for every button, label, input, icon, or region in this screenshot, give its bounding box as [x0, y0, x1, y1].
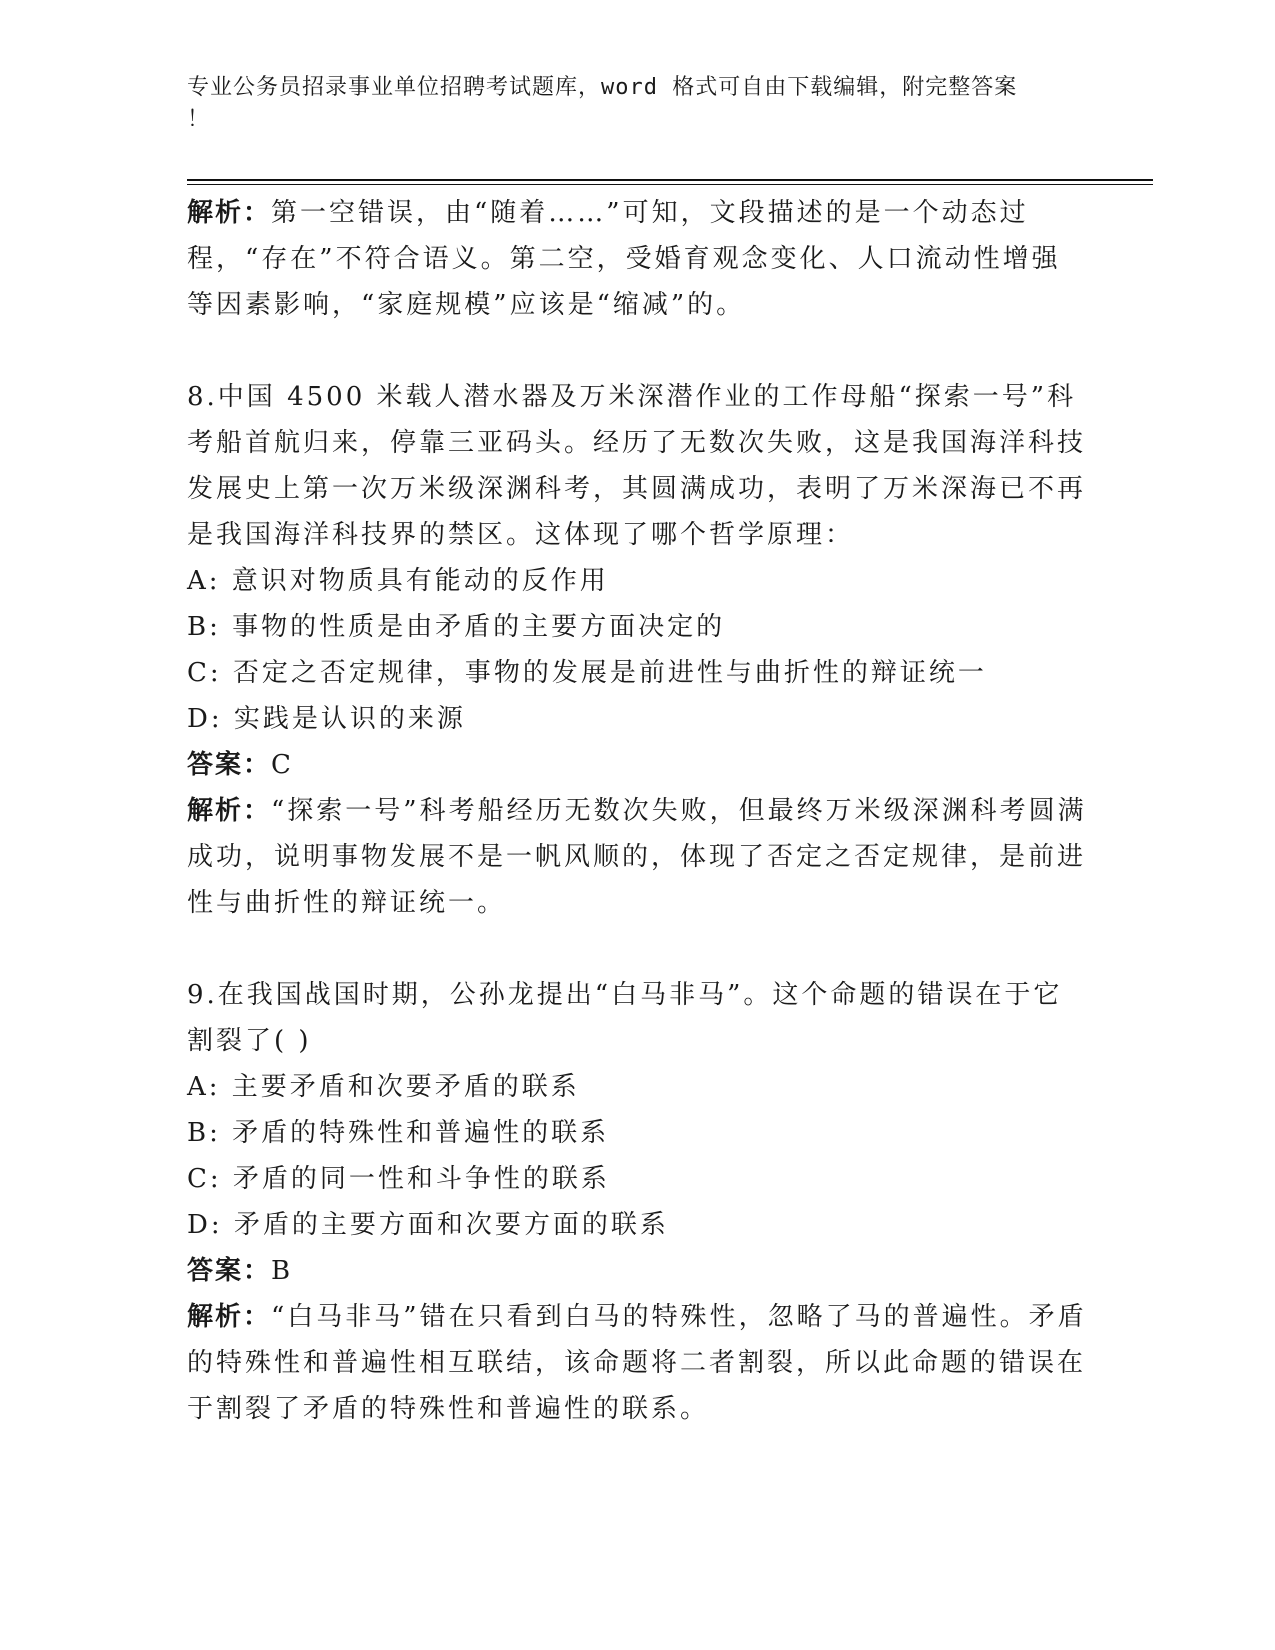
- explanation-text: “白马非马”错在只看到白马的特殊性，忽略了马的普遍性。矛盾的特殊性和普遍性相互联结，该命题将二者割裂，所以此命题的错误在于割裂了矛盾的特殊性和普遍性的联系。: [187, 1302, 1087, 1424]
- option-c: C: 否定之否定规律，事物的发展是前进性与曲折性的辩证统一: [187, 658, 987, 688]
- header-rule-thick: [187, 179, 1153, 181]
- question-9: [187, 972, 1087, 1432]
- prev-explanation: [187, 190, 1087, 328]
- answer-line: [187, 1248, 1087, 1294]
- answer-label: 答案：: [187, 1256, 272, 1286]
- question-8: [187, 374, 1087, 926]
- question-stem: 9.在我国战国时期，公孙龙提出“白马非马”。这个命题的错误在于它割裂了( ): [187, 980, 1063, 1056]
- spacer: [187, 328, 1087, 374]
- explanation-text: 第一空错误，由“随着……”可知，文段描述的是一个动态过程，“存在”不符合语义。第二空，受婚育观念变化、人口流动性增强等因素影响，“家庭规模”应该是“缩减”的。: [187, 198, 1061, 320]
- answer-value: B: [271, 1256, 294, 1286]
- option-a: A: 意识对物质具有能动的反作用: [187, 566, 609, 596]
- option-d: D: 矛盾的主要方面和次要方面的联系: [187, 1210, 669, 1240]
- spacer: [187, 926, 1087, 972]
- option-c: C: 矛盾的同一性和斗争性的联系: [187, 1164, 610, 1194]
- page-header: [187, 72, 1087, 136]
- header-rule-thin: [187, 184, 1153, 185]
- question-stem: 8.中国 4500 米载人潜水器及万米深潜作业的工作母船“探索一号”科考船首航归来，停靠三亚码头。经历了无数次失败，这是我国海洋科技发展史上第一次万米级深渊科考，其圆满成功，表明了万米深海已不再是我国海洋科技界的禁区。这体现了哪个哲学原理：: [187, 382, 1087, 550]
- answer-label: 答案：: [187, 750, 272, 780]
- answer-line: [187, 742, 1087, 788]
- header-line-2: ！: [187, 107, 211, 132]
- option-b: B: 矛盾的特殊性和普遍性的联系: [187, 1118, 610, 1148]
- document-body: [187, 190, 1087, 1432]
- header-line-1: 专业公务员招录事业单位招聘考试题库，word 格式可自由下载编辑，附完整答案: [187, 75, 1018, 100]
- option-a: A: 主要矛盾和次要矛盾的联系: [187, 1072, 580, 1102]
- explanation: [187, 1294, 1087, 1432]
- option-b: B: 事物的性质是由矛盾的主要方面决定的: [187, 612, 726, 642]
- answer-value: C: [271, 750, 294, 780]
- explanation-label: 解析：: [187, 198, 272, 228]
- explanation-text: “探索一号”科考船经历无数次失败，但最终万米级深渊科考圆满成功，说明事物发展不是一帆风顺的，体现了否定之否定规律，是前进性与曲折性的辩证统一。: [187, 796, 1087, 918]
- explanation-label: 解析：: [187, 1302, 272, 1332]
- explanation: [187, 788, 1087, 926]
- explanation-label: 解析：: [187, 796, 272, 826]
- option-d: D: 实践是认识的来源: [187, 704, 466, 734]
